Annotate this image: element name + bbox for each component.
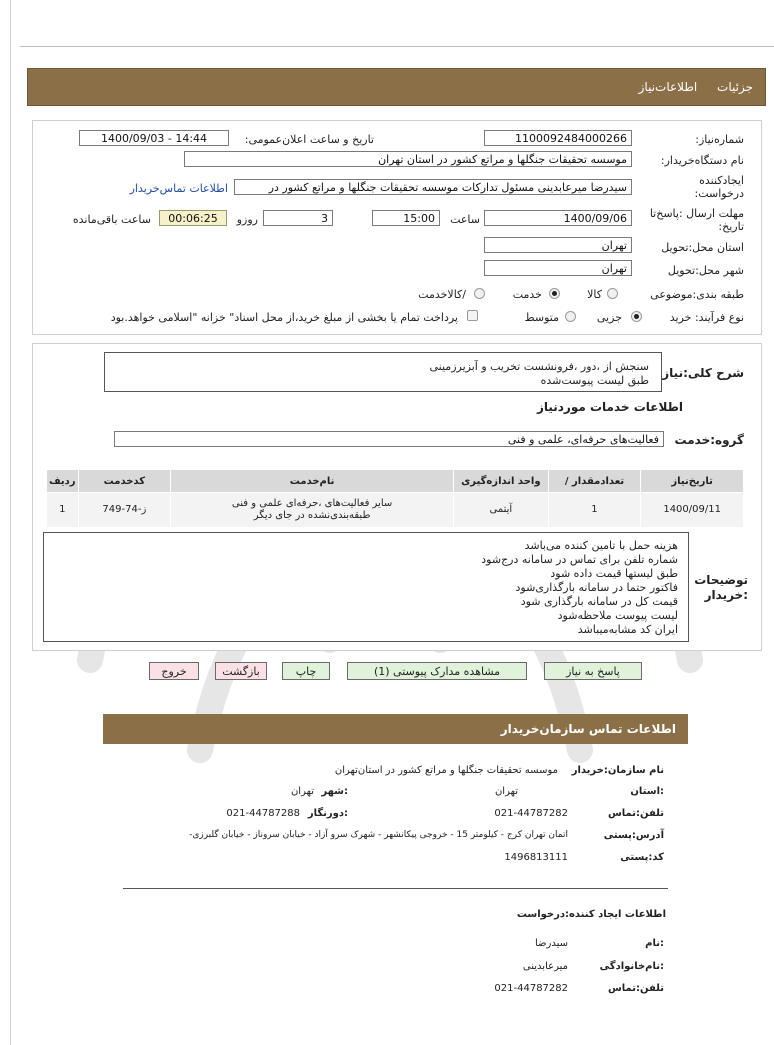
creator-name-value: سیدرضا bbox=[534, 938, 568, 949]
creator-phone-label: تلفن:تماس bbox=[607, 983, 664, 994]
creator-field: سیدرضا میرعابدینی مسئول تدارکات موسسه تحقیقات جنگلها و مراتع کشور در bbox=[234, 179, 632, 195]
category-service-radio[interactable] bbox=[549, 288, 560, 299]
summary-box bbox=[104, 352, 662, 392]
service-group-field: فعالیت‌های حرفه‌ای، علمی و فنی bbox=[114, 431, 664, 447]
creator-label-line1: ایجادکننده bbox=[699, 174, 744, 187]
category-goods-radio[interactable] bbox=[607, 288, 618, 299]
creator-info-title: اطلاعات ایجاد کننده:درخواست bbox=[516, 909, 666, 920]
process-minor-label: جزیی bbox=[596, 311, 622, 324]
summary-label: شرح کلی:نیاز bbox=[662, 366, 744, 380]
category-service-label: خدمت bbox=[512, 288, 542, 301]
note-line: قیمت کل در سامانه بارگذاری شود bbox=[520, 595, 678, 608]
tab-details[interactable]: جزئیات bbox=[717, 80, 753, 94]
creator-family-value: میرعابدینی bbox=[522, 961, 568, 972]
summary-line-1: سنجش از ،دور ،فرونشست تخریب و آبزیرزمینی bbox=[429, 360, 649, 373]
note-line: لیست پیوست ملاحظه‌شود bbox=[557, 609, 678, 622]
service-group-label: گروه:خدمت bbox=[674, 433, 744, 447]
contact-org-label: نام سازمان:خریدار bbox=[571, 765, 664, 776]
process-minor-radio[interactable] bbox=[631, 311, 642, 322]
contact-address-label: آدرس:پستی bbox=[603, 830, 664, 841]
services-title: اطلاعات خدمات موردنیاز bbox=[536, 400, 683, 414]
creator-phone-value: 021-44787282 bbox=[494, 983, 568, 994]
back-button[interactable]: بازگشت bbox=[215, 662, 267, 680]
remaining-time-label: ساعت باقی‌مانده bbox=[72, 213, 151, 226]
cell-qty: 1 bbox=[548, 493, 641, 528]
col-qty: / تعدادمقدار bbox=[548, 470, 641, 493]
view-attachments-button[interactable]: مشاهده مدارک پیوستی (1) bbox=[347, 662, 527, 680]
creator-family-label: :نام‌خانوادگی bbox=[599, 961, 664, 972]
need-number-field: 1100092484000266 bbox=[484, 130, 632, 146]
cell-name-line2: طبقه‌بندی‌نشده در جای دیگر bbox=[253, 510, 371, 521]
note-line: هزینه حمل با تامین کننده می‌باشد bbox=[524, 539, 678, 552]
creator-label-line2: درخواست: bbox=[694, 187, 744, 200]
note-line: طبق لیستها قیمت داده شود bbox=[550, 567, 678, 580]
category-goods-service-radio[interactable] bbox=[474, 288, 485, 299]
category-label: طبقه بندی:موضوعی bbox=[650, 288, 744, 301]
process-medium-radio[interactable] bbox=[565, 311, 576, 322]
col-code: کدخدمت bbox=[78, 470, 171, 493]
process-type-label: نوع فرآیند: خرید bbox=[669, 311, 744, 324]
cell-row: 1 bbox=[47, 493, 79, 528]
city-field: تهران bbox=[484, 260, 632, 276]
contact-org-value: موسسه تحقیقات جنگلها و مراتع کشور در استان‌تهران bbox=[334, 765, 558, 776]
deadline-time-label: ساعت bbox=[450, 213, 480, 226]
left-border-line bbox=[10, 0, 11, 1045]
cell-unit: آیتمی bbox=[454, 493, 549, 528]
col-row: ردیف bbox=[47, 470, 79, 493]
contact-phone-value: 021-44787282 bbox=[494, 808, 568, 819]
contact-province-value: تهران bbox=[494, 786, 518, 797]
cell-name bbox=[171, 493, 454, 528]
category-goods-service-label: /کالاخدمت bbox=[418, 288, 466, 301]
contact-postal-value: 1496813111 bbox=[504, 852, 568, 863]
col-name: نام‌خدمت bbox=[171, 470, 454, 493]
process-medium-label: متوسط bbox=[524, 311, 559, 324]
contact-fax-value: 021-44787288 bbox=[226, 808, 300, 819]
contact-postal-label: کد:پستی bbox=[620, 852, 664, 863]
page-header-bar bbox=[27, 68, 766, 106]
treasury-payment-checkbox[interactable] bbox=[467, 310, 478, 321]
deadline-date-field: 1400/09/06 bbox=[484, 210, 632, 226]
province-field: تهران bbox=[484, 237, 632, 253]
contact-title: اطلاعات تماس سازمان‌خریدار bbox=[500, 722, 676, 736]
city-label: شهر محل:تحویل bbox=[667, 264, 744, 277]
note-line: فاکتور حتما در سامانه بارگذاری‌شود bbox=[515, 581, 678, 594]
col-unit: واحد اندازه‌گیری bbox=[454, 470, 549, 493]
contact-address-value: اتمان تهران کرج - کیلومتر 15 - خروجی پیکانشهر - شهرک سرو آزاد - خیابان سروناز - خیابان گلبرزی- bbox=[189, 830, 568, 840]
contact-province-label: :استان bbox=[630, 786, 664, 797]
days-field: 3 bbox=[263, 210, 333, 226]
top-divider bbox=[20, 46, 774, 47]
notes-label-line1: توضیحات bbox=[694, 573, 748, 587]
deadline-time-field: 15:00 bbox=[372, 210, 440, 226]
buyer-org-label: نام دستگاه‌خریدار: bbox=[660, 154, 744, 167]
buyer-org-field: موسسه تحقیقات جنگلها و مراتع کشور در استان تهران bbox=[184, 151, 632, 167]
contact-phone-label: تلفن:تماس bbox=[607, 808, 664, 819]
notes-label-line2: :خریدار bbox=[704, 588, 748, 602]
province-label: استان محل:تحویل bbox=[661, 241, 744, 254]
contact-header-bar bbox=[103, 714, 688, 744]
reply-button[interactable]: پاسخ به نیاز bbox=[544, 662, 642, 680]
announce-date-field: 1400/09/03 - 14:44 bbox=[79, 130, 229, 146]
notes-box bbox=[43, 532, 689, 642]
note-line: ایران کد مشابه‌میباشد bbox=[577, 623, 678, 636]
contact-fax-label: :دورنگار bbox=[307, 808, 348, 819]
need-number-label: شماره‌نیاز: bbox=[695, 133, 744, 146]
tab-need-info[interactable]: اطلاعات‌نیاز bbox=[638, 80, 698, 94]
summary-line-2: طبق لیست پیوست‌شده bbox=[540, 374, 649, 387]
exit-button[interactable]: خروج bbox=[149, 662, 199, 680]
table-header-row bbox=[47, 470, 744, 493]
contact-divider bbox=[123, 888, 668, 889]
contact-city-label: :شهر bbox=[321, 786, 348, 797]
remaining-time-field: 00:06:25 bbox=[159, 210, 227, 226]
services-table bbox=[46, 469, 744, 528]
note-line: شماره تلفن برای تماس در سامانه درج‌شود bbox=[481, 553, 678, 566]
table-row bbox=[47, 493, 744, 528]
days-label: روزو bbox=[236, 213, 258, 226]
col-date: تاریخ‌نیاز bbox=[641, 470, 744, 493]
cell-date: 1400/09/11 bbox=[641, 493, 744, 528]
deadline-label-line1: مهلت ارسال :پاسخ‌تا bbox=[649, 207, 744, 220]
cell-name-line1: سایر فعالیت‌های ،حرفه‌ای علمی و فنی bbox=[231, 498, 393, 509]
deadline-label-line2: تاریخ: bbox=[718, 220, 744, 233]
buyer-contact-link[interactable]: اطلاعات تماس‌خریدار bbox=[129, 182, 228, 195]
contact-city-value: تهران bbox=[290, 786, 314, 797]
cell-code: ز-74-749 bbox=[78, 493, 171, 528]
creator-name-label: :نام bbox=[645, 938, 664, 949]
announce-date-label: تاریخ و ساعت اعلان‌عمومی: bbox=[244, 133, 374, 146]
print-button[interactable]: چاپ bbox=[282, 662, 330, 680]
category-goods-label: کالا bbox=[587, 288, 602, 301]
treasury-payment-note: پرداخت تمام یا بخشی از مبلغ خرید،از محل اسناد" خزانه "اسلامی خواهد.بود bbox=[110, 311, 458, 324]
